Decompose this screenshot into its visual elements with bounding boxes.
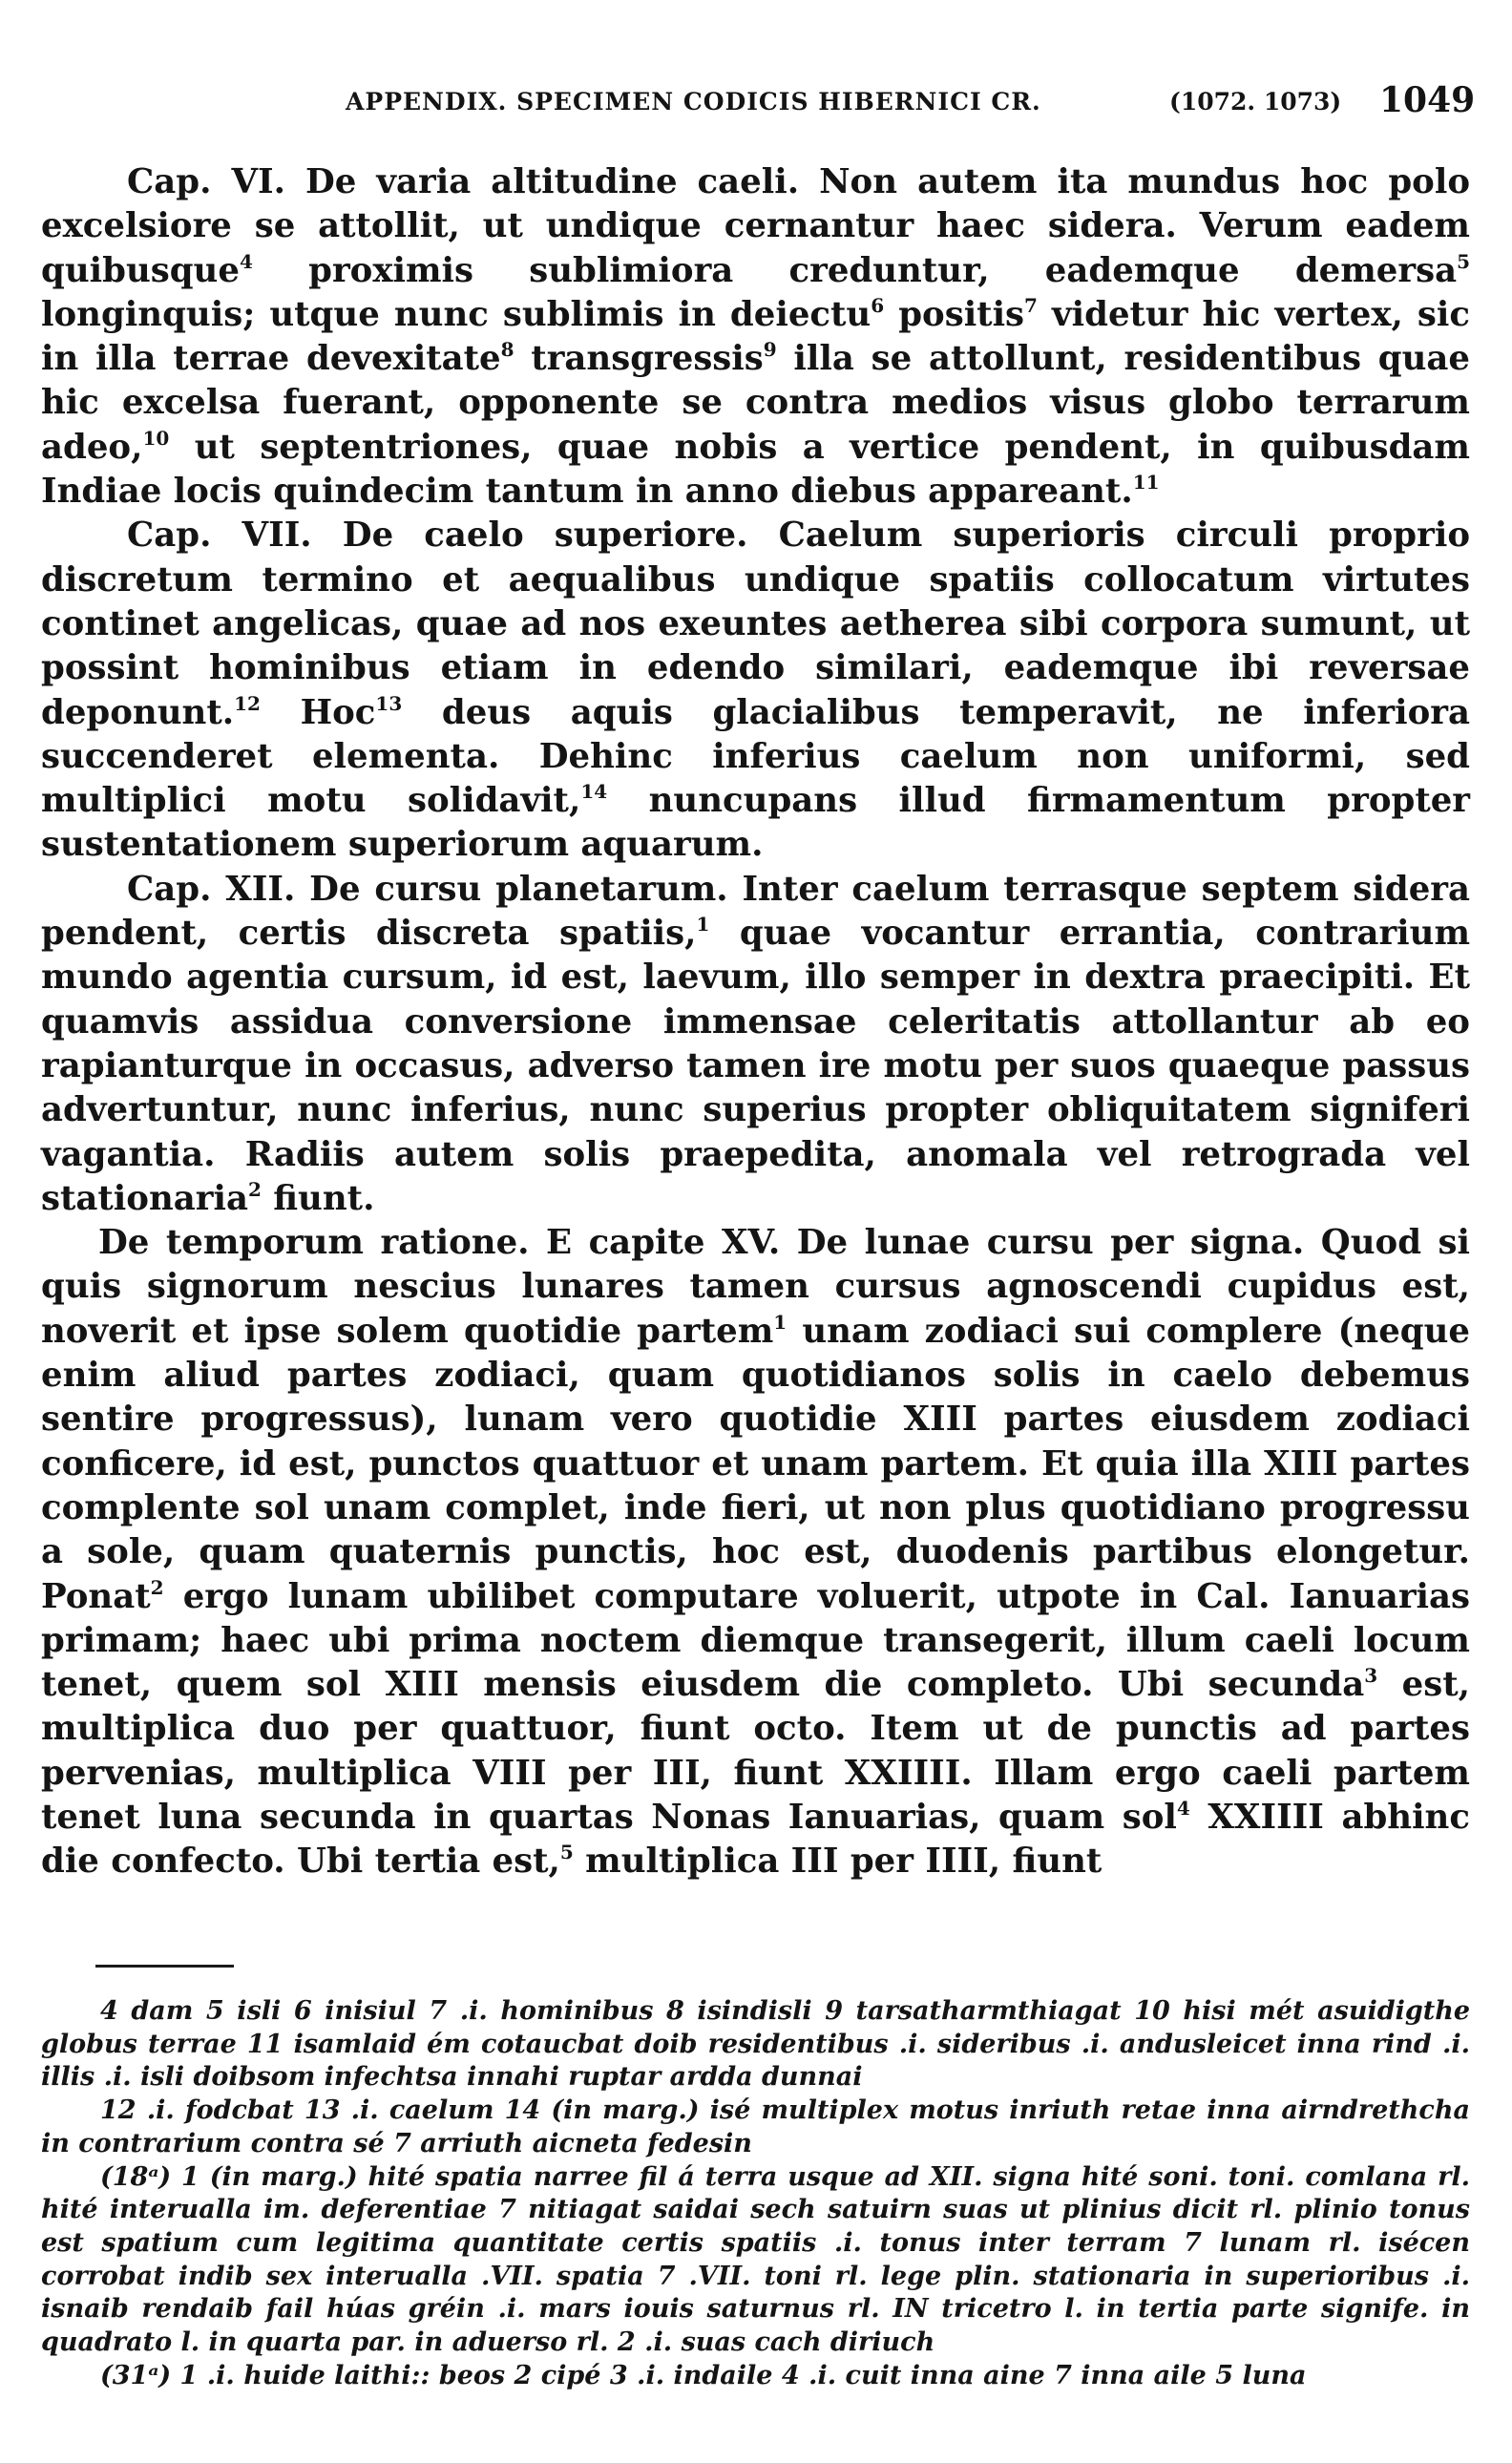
footnote-ref: 2 [247,1177,262,1201]
footnote-rule [95,1965,234,1968]
footnote-ref: 14 [580,780,608,804]
footnotes [41,1995,1470,2392]
footnote-ref: 10 [142,426,170,450]
footnote-block-1: 4 dam 5 isli 6 inisiul 7 .i. hominibus 8 isindisli 9 tarsatharmthiagat 10 hisi mét asuidigthe globus terrae 11 isamlaid ém cotaucbat doib residentibus .i. sideribus .i. andusleicet inna rind .i. illis .i. isli doibsom infechtsa innahi ruptar ardda dunnai [41,1996,1470,2093]
footnote-ref: 8 [500,338,514,362]
footnote-ref: 5 [1457,249,1470,273]
main-text [41,160,1470,1884]
footnote-ref: 5 [559,1841,574,1864]
page-number: 1049 [1379,80,1476,120]
footnote-block-3: (18ᵃ) 1 (in marg.) hité spatia narree fil á terra usque ad XII. signa hité soni. toni. comlana rl. hité interualla im. deferentiae 7 nitiagat saidai sech satuirn suas ut plinius dicit rl. plinio tonus est spatium cum legitima quantitate certis spatiis .i. tonus inter terram 7 lunam rl. isécen corrobat indib sex interualla .VII. spatia 7 .VII. toni rl. lege plin. stationaria in superioribus .i. isnaib rendaib fail húas gréin .i. mars iouis saturnus rl. IN tricetro l. in tertia parte signife. in quadrato l. in quarta par. in aduerso rl. 2 .i. suas cach diriuch [41,2161,1470,2358]
footnote-ref: 11 [1132,471,1160,495]
footnote-ref: 4 [239,249,253,273]
footnote-ref: 12 [234,691,261,715]
footnote-block-4: (31ᵃ) 1 .i. huide laithi:: beos 2 cipé 3 .i. indaile 4 .i. cuit inna aine 7 inna aile 5 luna [100,2360,1307,2390]
footnote-ref: 3 [1364,1664,1378,1688]
footnote-ref: 4 [1176,1796,1190,1820]
footnote-ref: 1 [773,1310,788,1334]
paragraph-de-temporum: De temporum ratione. E capite XV. De lunae cursu per signa. Quod si quis signorum nescius lunares tamen cursus agnoscendi cupidus est, noverit et ipse solem quotidie partem$^1$ unam zodiaci sui complere (neque enim aliud partes zodiaci, quam quotidianos solis in caelo debemus sentire progressus), lunam vero quotidie XIII partes eiusdem zodiaci conficere, id est, punctos quattuor et unam partem. Et quia illa XIII partes complente sol unam complet, inde fieri, ut non plus quotidiano progressu a sole, quam quaternis punctis, hoc est, duodenis partibus elongetur. Ponat$^2$ ergo lunam ubilibet computare voluerit, utpote in Cal. Ianuarias primam; haec ubi prima noctem diemque transegerit, illum caeli locum tenet, quem sol XIII mensis eiusdem die completo. Ubi secunda$^3$ est, multiplica duo per quattuor, fiunt octo. Item ut de punctis ad partes pervenias, multiplica VIII per III, fiunt XXIIII. Illam ergo caeli partem tenet luna secunda in quartas Nonas Ianuarias, quam sol$^4$ XXIIII abhinc die confecto. Ubi tertia est,$^5$ multiplica III per IIII, fiunt [41,1223,1470,1882]
footnote-block-2: 12 .i. fodcbat 13 .i. caelum 14 (in marg.) isé multiplex motus inriuth retae inna airndrethcha in contrarium contra sé 7 arriuth aicneta fedesin [41,2095,1470,2158]
paragraph-cap-xii: Cap. XII. De cursu planetarum. Inter caelum terrasque septem sidera pendent, certis discreta spatiis,$^1$ quae vocantur errantia, contrarium mundo agentia cursum, id est, laevum, illo semper in dextra praecipiti. Et quamvis assidua conversione immensae celeritatis attollantur ab eo rapianturque in occasus, adverso tamen ire motu per suos quaeque passus advertuntur, nunc inferius, nunc superius propter obliquitatem signiferi vagantia. Radiis autem solis praepedita, anomala vel retrograda vel stationaria$^2$ fiunt. [41,869,1471,1218]
footnote-ref: 2 [150,1575,164,1599]
footnote-ref: 7 [1024,293,1038,317]
paragraph-cap-vii: Cap. VII. De caelo superiore. Caelum superioris circuli proprio discretum termino et aequalibus undique spatiis collocatum virtutes continet angelicas, quae ad nos exeuntes aetherea sibi corpora sumunt, ut possint hominibus etiam in edendo similari, eademque ibi reversae deponunt.$^{12}$ Hoc$^{13}$ deus aquis glacialibus temperavit, ne inferiora succenderet elementa. Dehinc inferius caelum non uniformi, sed multiplici motu solidavit,$^{14}$ nuncupans illud firmamentum propter sustentationem superiorum aquarum. [41,516,1471,865]
footnote-ref: 13 [375,691,403,715]
footnote-ref: 9 [763,338,777,362]
running-header [95,78,1476,130]
running-title: APPENDIX. SPECIMEN CODICIS HIBERNICI CR. [346,88,1041,116]
footnote-ref: 1 [696,913,710,937]
paragraph-cap-vi: Cap. VI. De varia altitudine caeli. Non autem ita mundus hoc polo excelsiore se attollit, ut undique cernantur haec sidera. Verum eadem quibusque$^4$ proximis sublimiora creduntur, eademque demersa$^5$ longinquis; utque nunc sublimis in deiectu$^6$ positis$^7$ videtur hic vertex, sic in illa terrae devexitate$^8$ transgressis$^9$ illa se attollunt, residentibus quae hic excelsa fuerant, opponente se contra medios visus globo terrarum adeo,$^{10}$ ut septentriones, quae nobis a vertice pendent, in quibusdam Indiae locis quindecim tantum in anno diebus appareant.$^{11}$ [41,162,1471,512]
column-range: (1072. 1073) [1169,88,1342,116]
footnote-ref: 6 [871,293,885,317]
